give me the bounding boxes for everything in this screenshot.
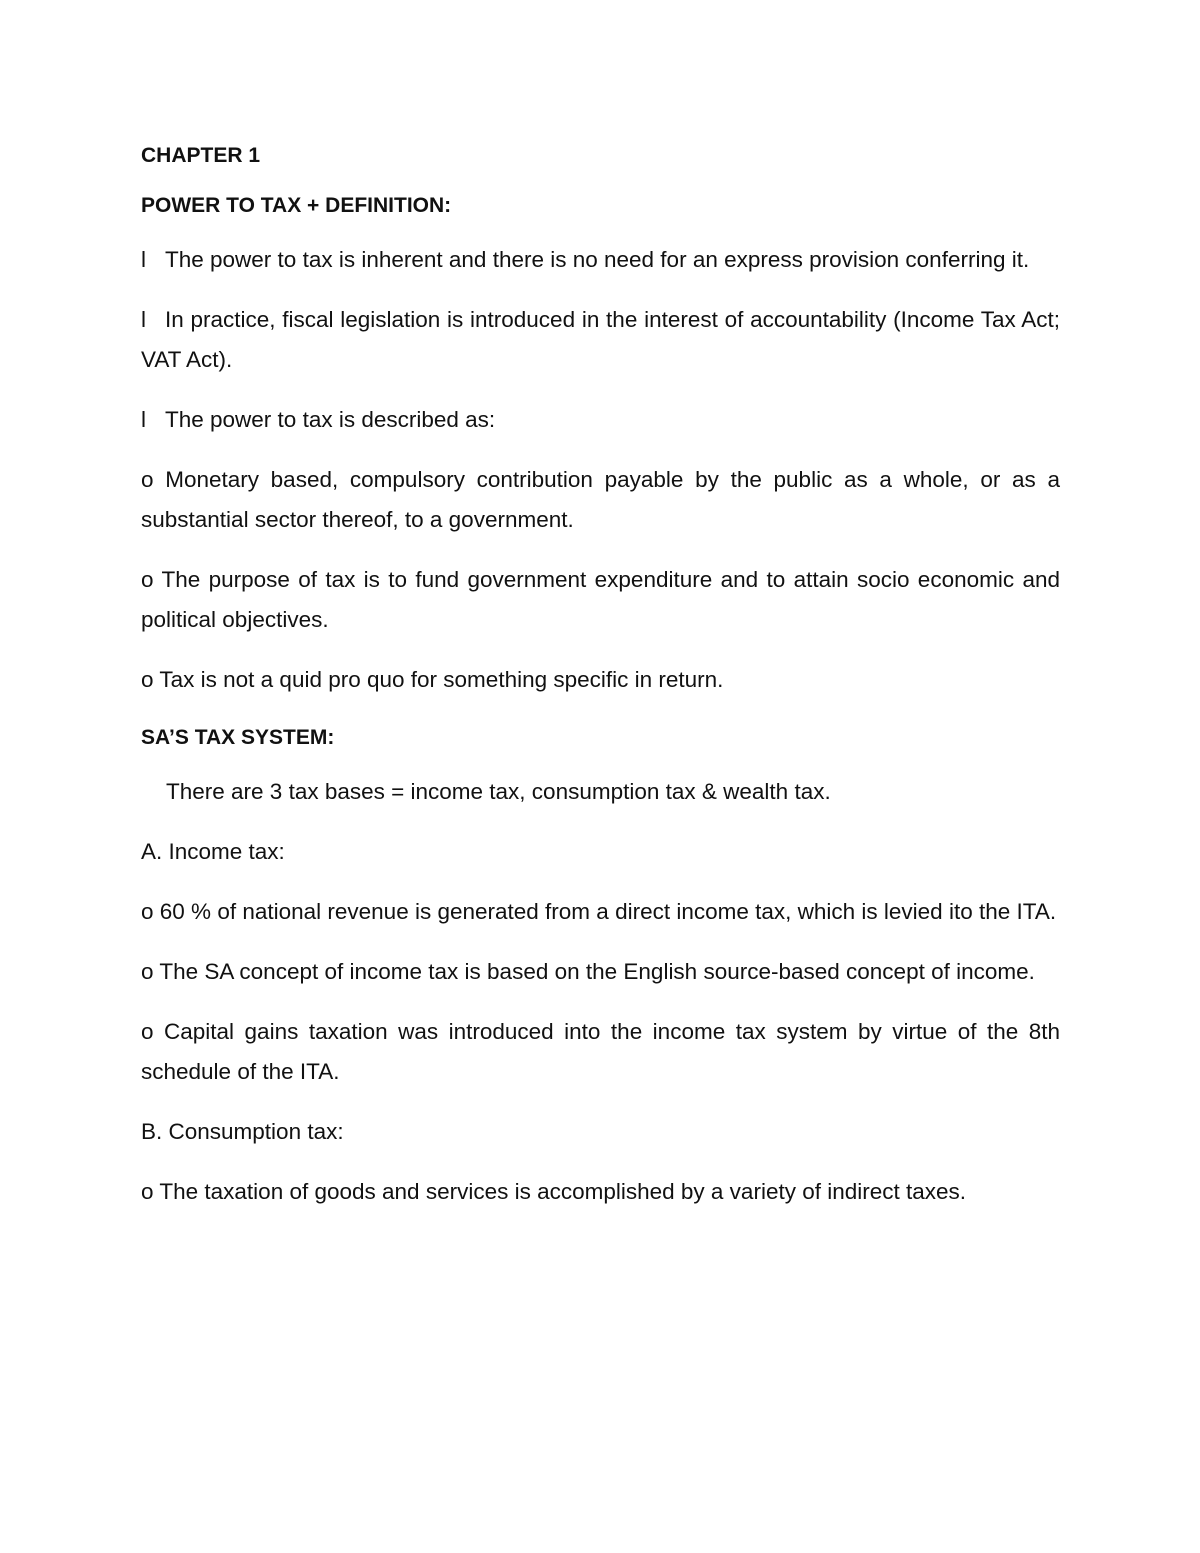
bullet-marker: o — [141, 899, 154, 924]
chapter-title: CHAPTER 1 — [141, 144, 261, 167]
bullet-marker: o — [141, 1179, 154, 1204]
list-item — [141, 1012, 1060, 1092]
bullet-marker: o — [141, 467, 154, 492]
list-item-text: The power to tax is described as: — [165, 407, 496, 432]
list-item-text: Capital gains taxation was introduced into the income tax system by virtue of the 8th schedule of the ITA. — [141, 1019, 1060, 1084]
subsection-heading-income-tax: A. Income tax: — [141, 839, 285, 864]
list-item-text: The SA concept of income tax is based on the English source-based concept of income. — [159, 959, 1035, 984]
section-intro: There are 3 tax bases = income tax, consumption tax & wealth tax. — [166, 779, 831, 804]
bullet-marker: o — [141, 567, 154, 592]
list-item-text: The purpose of tax is to fund government expenditure and to attain socio economic and political objectives. — [141, 567, 1060, 632]
bullet-marker: l — [141, 247, 146, 272]
bullet-marker: l — [141, 307, 146, 332]
list-item — [141, 300, 1060, 380]
list-item — [141, 460, 1060, 540]
section-heading-power-to-tax: POWER TO TAX + DEFINITION: — [141, 194, 452, 217]
list-item — [141, 240, 1060, 280]
bullet-marker: l — [141, 407, 146, 432]
bullet-marker: o — [141, 667, 154, 692]
list-item — [141, 952, 1060, 992]
list-item — [141, 892, 1060, 932]
bullet-marker: o — [141, 1019, 154, 1044]
bullet-marker: o — [141, 959, 154, 984]
list-item-text: Monetary based, compulsory contribution payable by the public as a whole, or as a substantial sector thereof, to a government. — [141, 467, 1060, 532]
list-item-text: 60 % of national revenue is generated from a direct income tax, which is levied ito the ITA. — [159, 899, 1057, 924]
subsection-heading-consumption-tax: B. Consumption tax: — [141, 1119, 344, 1144]
list-item-text: The power to tax is inherent and there is no need for an express provision conferring it. — [165, 247, 1030, 272]
list-item — [141, 1172, 1060, 1212]
section-heading-sa-tax-system: SA’S TAX SYSTEM: — [141, 726, 335, 749]
list-item — [141, 400, 1060, 440]
list-item — [141, 560, 1060, 640]
document-page — [141, 138, 1060, 1232]
list-item-text: In practice, fiscal legislation is introduced in the interest of accountability (Income Tax Act; VAT Act). — [141, 307, 1060, 372]
list-item-text: Tax is not a quid pro quo for something specific in return. — [159, 667, 724, 692]
list-item — [141, 660, 1060, 700]
list-item-text: The taxation of goods and services is accomplished by a variety of indirect taxes. — [159, 1179, 967, 1204]
